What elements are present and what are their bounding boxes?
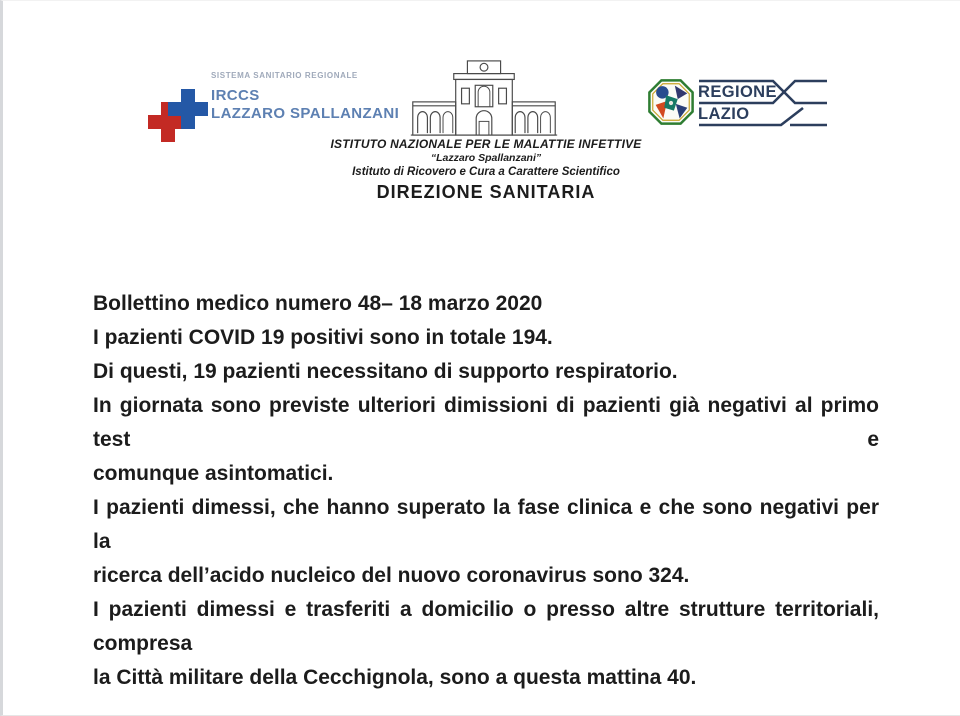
ssr-org-line1: IRCCS	[211, 87, 260, 104]
text-line: comunque asintomatici.	[93, 462, 334, 485]
bulletin-body	[93, 287, 879, 695]
ssr-org-line2: LAZZARO SPALLANZANI	[211, 105, 400, 122]
regione-wordmark: REGIONE	[698, 83, 777, 101]
paragraph-total-positives	[93, 321, 879, 355]
lazio-coat-of-arms-icon	[647, 78, 695, 126]
text-line: la Città militare della Cecchignola, sono a questa mattina 40.	[93, 666, 697, 689]
text-line: Di questi, 19 pazienti necessitano di supporto respiratorio.	[93, 360, 678, 383]
paragraph-discharged-negative	[93, 491, 879, 593]
text-line: ricerca dell’acido nucleico del nuovo coronavirus sono 324.	[93, 564, 690, 587]
lazio-wordmark: LAZIO	[698, 105, 750, 123]
bulletin-title: Bollettino medico numero 48– 18 marzo 2020	[93, 292, 543, 315]
ssr-wordmark	[211, 72, 411, 123]
bulletin-title-paragraph	[93, 287, 879, 321]
text-line: I pazienti dimessi e trasferiti a domicilio o presso altre strutture territoriali, compresa	[93, 598, 879, 655]
institute-subtitle: Istituto di Ricovero e Cura a Carattere Scientifico	[352, 166, 620, 178]
paragraph-transferred-home	[93, 593, 879, 695]
text-line: I pazienti COVID 19 positivi sono in totale 194.	[93, 326, 553, 349]
hospital-building-icon	[409, 57, 559, 137]
paragraph-respiratory-support	[93, 355, 879, 389]
paragraph-upcoming-discharges	[93, 389, 879, 491]
institute-eponym: “Lazzaro Spallanzani”	[430, 152, 542, 164]
text-line: I pazienti dimessi, che hanno superato la fase clinica e che sono negativi per la	[93, 496, 879, 553]
direzione-sanitaria-title: DIREZIONE SANITARIA	[376, 182, 596, 202]
ssr-small-label: SISTEMA SANITARIO REGIONALE	[211, 71, 358, 80]
text-line: In giornata sono previste ulteriori dimissioni di pazienti già negativi al primo test e	[93, 394, 879, 451]
health-double-cross-icon	[145, 87, 211, 145]
institute-heading	[321, 138, 651, 202]
institute-name: ISTITUTO NAZIONALE PER LE MALATTIE INFETTIVE	[330, 137, 642, 151]
